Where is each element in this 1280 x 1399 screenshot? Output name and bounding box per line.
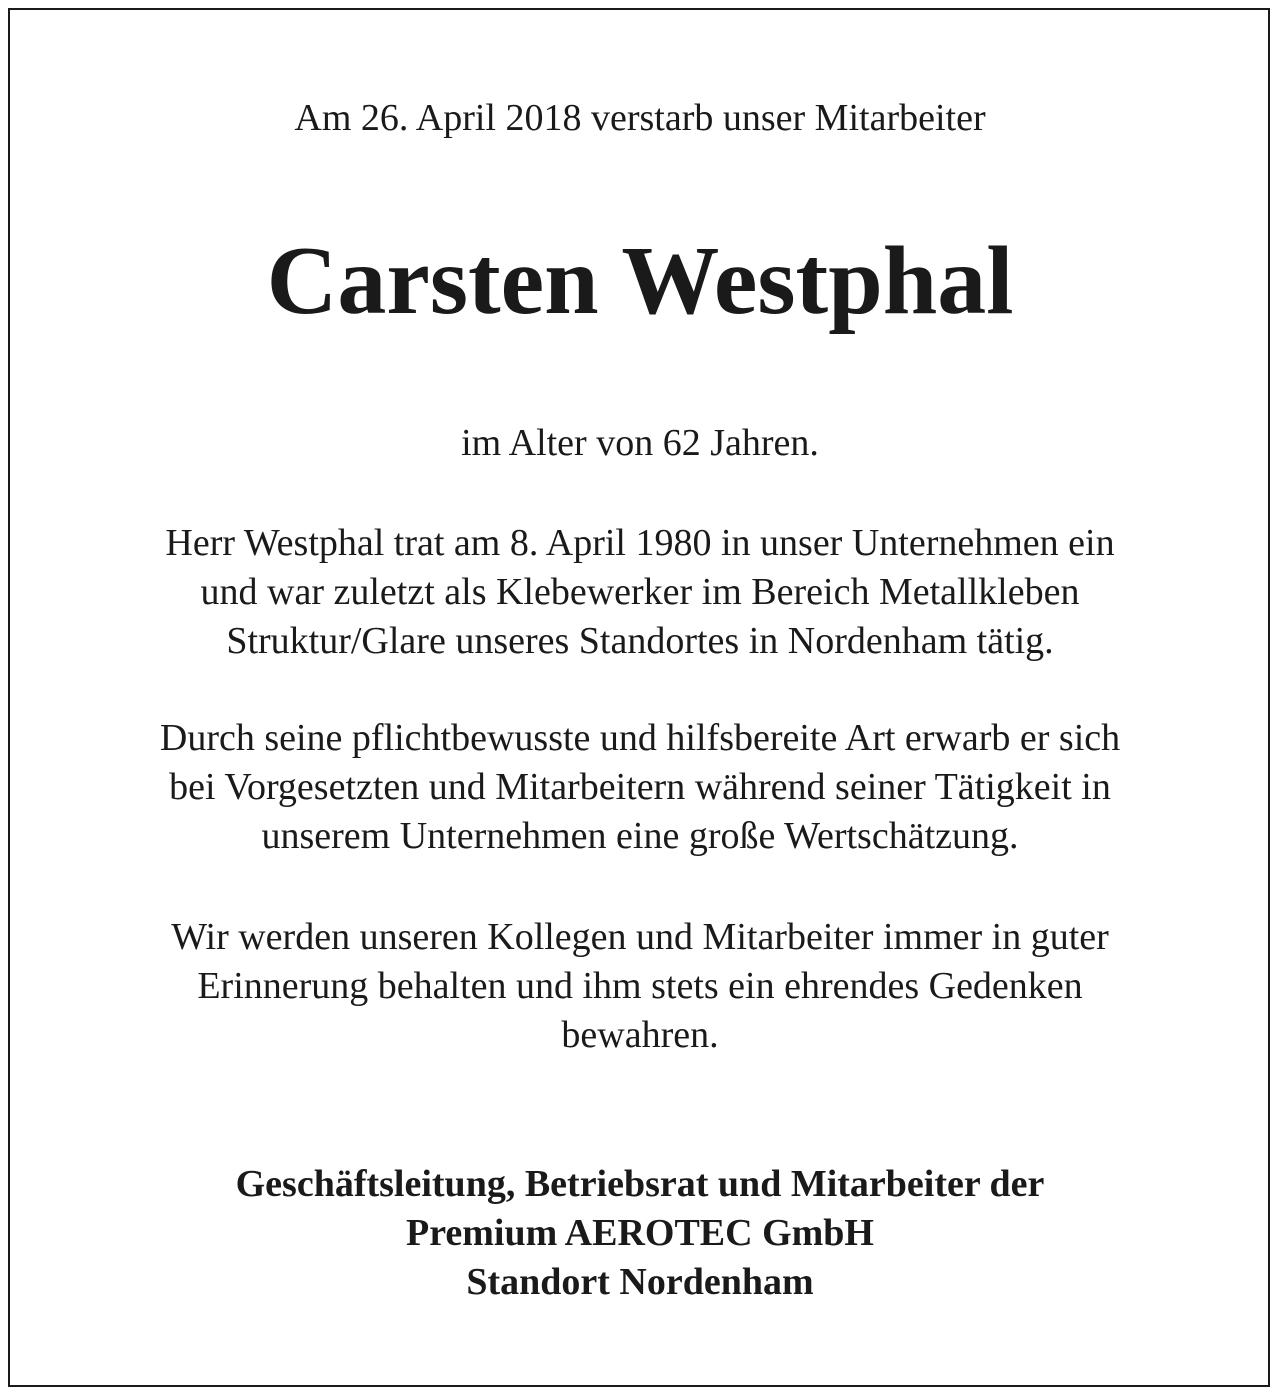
signature-line: Geschäftsleitung, Betriebsrat und Mitarbeiter der [235, 1163, 1045, 1205]
paragraph-line: Durch seine pflichtbewusste und hilfsbereite Art erwarb er sich [159, 717, 1121, 759]
paragraph-line: und war zuletzt als Klebewerker im Bereich Metallkleben [200, 571, 1080, 613]
employment-paragraph [0, 519, 1280, 666]
signature-location: Standort Nordenham [466, 1261, 814, 1303]
company-name: Premium AEROTEC GmbH [406, 1212, 874, 1254]
paragraph-line: Wir werden unseren Kollegen und Mitarbeiter immer in guter [171, 916, 1109, 958]
age-line: im Alter von 62 Jahren. [461, 422, 819, 464]
paragraph-line: Erinnerung behalten und ihm stets ein ehrendes Gedenken [197, 965, 1083, 1007]
deceased-name: Carsten Westphal [266, 227, 1014, 335]
signature-block [0, 1160, 1280, 1307]
paragraph-line: Herr Westphal trat am 8. April 1980 in unser Unternehmen ein [165, 522, 1115, 564]
paragraph-line: bewahren. [561, 1014, 719, 1056]
appreciation-paragraph [0, 714, 1280, 861]
paragraph-line: unserem Unternehmen eine große Wertschätzung. [261, 815, 1019, 857]
intro-line: Am 26. April 2018 verstarb unser Mitarbeiter [294, 97, 986, 139]
paragraph-line: bei Vorgesetzten und Mitarbeitern während seiner Tätigkeit in [169, 766, 1111, 808]
remembrance-paragraph [0, 913, 1280, 1060]
paragraph-line: Struktur/Glare unseres Standortes in Nordenham tätig. [226, 620, 1054, 662]
